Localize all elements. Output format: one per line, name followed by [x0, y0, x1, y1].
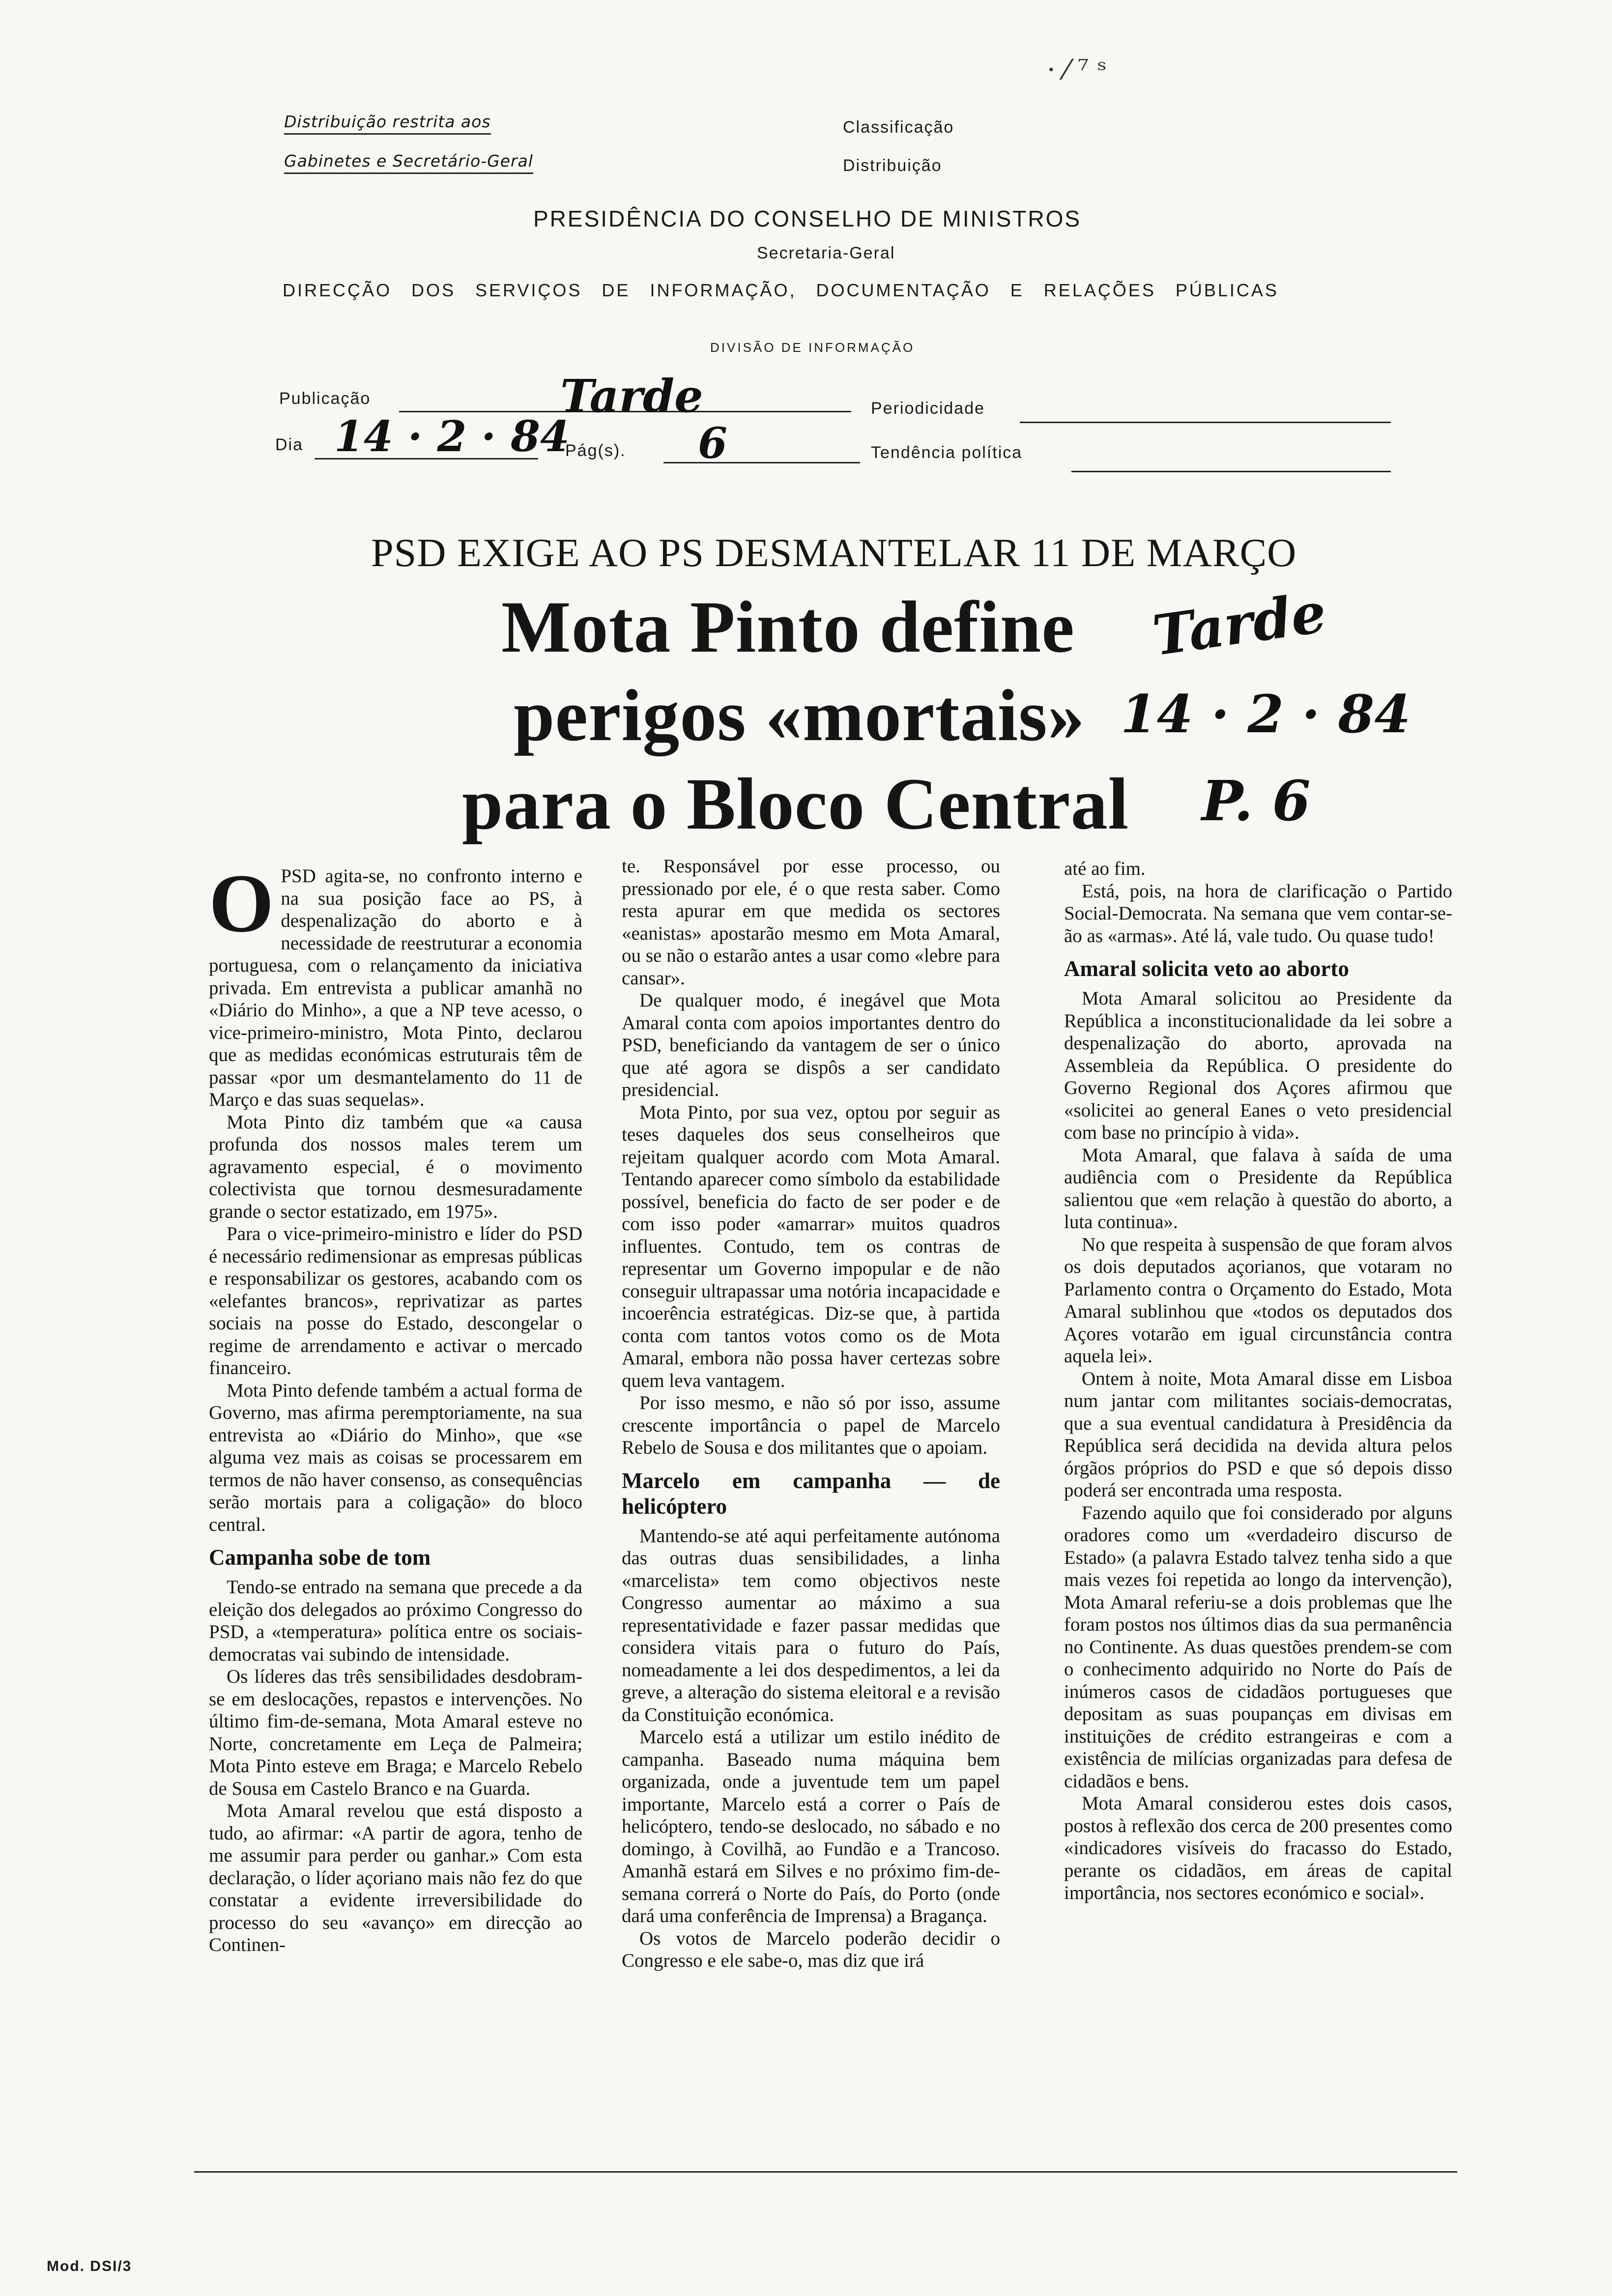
- col3-paragraph: Está, pois, na hora de clarificação o Partido Social-Democrata. Na semana que vem contar-se-ão as «armas». Até lá, vale tudo. Ou quase tudo!: [1064, 880, 1452, 947]
- day-label: Dia: [275, 435, 304, 454]
- annotation-page: P. 6: [1202, 769, 1311, 833]
- division: DIVISÃO DE INFORMAÇÃO: [710, 340, 915, 355]
- col2-paragraph: Marcelo está a utilizar um estilo inédito de campanha. Baseado numa máquina bem organizada, onde a juventude tem um papel importante, Marcelo está a correr o País de helicóptero, tendo-se deslocado, no sábado e no domingo, à Covilhã, ao Fundão e a Trancoso. Amanhã estará em Silves e no próximo fim-de-semana correrá o Norte do País, do Porto (onde dará uma conferência de Imprensa) a Bragança.: [622, 1726, 1000, 1926]
- col1-paragraph: Mota Pinto defende também a actual forma de Governo, mas afirma peremptoriamente, na sua entrevista ao «Diário do Minho», que «se alguma vez mais as coisas se processarem em termos de não haver consenso, as consequências serão mortais para a coligação» do bloco central.: [209, 1379, 582, 1535]
- periodicity-line: [1020, 422, 1391, 423]
- pages-label: Pág(s).: [565, 441, 626, 460]
- bottom-rule: [194, 2171, 1457, 2173]
- publication-label: Publicação: [279, 389, 371, 408]
- pages-handwritten: 6: [698, 419, 727, 468]
- col3-paragraph: No que respeita à suspensão de que foram alvos os dois deputados açorianos, que votaram no Parlamento contra o Orçamento do Estado, Mota Amaral sublinhou que «todos os deputados dos Açores votarão em igual circunstância contra aquela lei».: [1064, 1234, 1452, 1367]
- org-title: PRESIDÊNCIA DO CONSELHO DE MINISTROS: [533, 206, 1082, 231]
- col3-paragraph: Mota Amaral, que falava à saída de uma audiência com o Presidente da República salientou que «em relação à questão do aborto, a luta continua».: [1064, 1144, 1452, 1233]
- col1-paragraph: Os líderes das três sensibilidades desdobram-se em deslocações, repastos e intervenções. No último fim-de-semana, Mota Amaral esteve no Norte, concretamente em Leça de Palmeira; Mota Pinto esteve em Braga; e Marcelo Rebelo de Sousa em Castelo Branco e na Guarda.: [209, 1666, 582, 1799]
- col1-paragraph: Tendo-se entrado na semana que precede a da eleição dos delegados ao próximo Congresso do PSD, a «temperatura» política entre os sociais-democratas vai subindo de intensidade.: [209, 1577, 582, 1665]
- tendency-line: [1071, 471, 1391, 472]
- headline-line-2: perigos «mortais»: [514, 675, 1085, 756]
- col2-paragraph: Mantendo-se até aqui perfeitamente autónoma das outras duas sensibilidades, a linha «marcelista» tem como objectivos neste Congresso aumentar ao máximo a sua representatividade e fazer passar medidas que considera vitais para o futuro do País, nomeadamente a lei dos despedimentos, a lei da greve, a alteração do sistema eleitoral e a revisão da Constituição económica.: [622, 1525, 1000, 1725]
- classification-label: Classificação: [843, 118, 954, 137]
- day-handwritten: 14 · 2 · 84: [334, 412, 570, 461]
- col1-paragraph: Para o vice-primeiro-ministro e líder do PSD é necessário redimensionar as empresas públicas e responsabilizar os gestores, acabando com os «elefantes brancos», reprivatizar as partes sociais na posse do Estado, descongelar o regime de arrendamento e activar o mercado financeiro.: [209, 1223, 582, 1378]
- annotation-date: 14 · 2 · 84: [1121, 683, 1411, 745]
- col2-paragraph: te. Responsável por esse processo, ou pressionado por ele, é o que resta saber. Como resta apurar em que medida os sectores «eanistas» apostarão mesmo em Mota Amaral, ou se não o estarão antes a usar como «lebre para cansar».: [622, 856, 1000, 989]
- distribution-label: Distribuição: [843, 156, 942, 175]
- col2-paragraph: Mota Pinto, por sua vez, optou por seguir as teses daqueles dos seus conselheiros que rejeitam qualquer acordo com Mota Amaral. Tentando aparecer como símbolo da estabilidade possível, beneficia do facto de ser poder e de com isso poder «amarrar» muitos quadros influentes. Contudo, tem os contras de representar um Governo impopular e de não conseguir ultrapassar uma notória incapacidade e incoerência estratégicas. Diz-se que, à partida conta com tantos votos como os de Mota Amaral, embora não possa haver certezas sobre quem leva vantagem.: [622, 1101, 1000, 1391]
- headline-line-3: para o Bloco Central: [462, 763, 1129, 845]
- publication-handwritten: Tarde: [560, 370, 703, 423]
- col3-paragraph: Mota Amaral solicitou ao Presidente da República a inconstitucionalidade da lei sobre a despenalização do aborto, aprovada na Assembleia da República. O presidente do Governo Regional dos Açores afirmou que «solicitei ao general Eanes o veto presidencial com base no princípio à vida».: [1064, 988, 1452, 1143]
- article-column-1: [209, 865, 582, 2143]
- distribution-line-2: Gabinetes e Secretário-Geral: [284, 151, 533, 174]
- distribution-line-1: Distribuição restrita aos: [284, 112, 491, 135]
- col3-paragraph: até ao fim.: [1064, 858, 1146, 879]
- col3-paragraph: Mota Amaral considerou estes dois casos, postos à reflexão dos cerca de 200 presentes como «indicadores visíveis do fracasso do Estado, perante os cidadãos, em áreas de capital importância, nos sectores económico e social».: [1064, 1793, 1452, 1903]
- headline-line-1: Mota Pinto define: [501, 586, 1075, 668]
- subhead-campanha: Campanha sobe de tom: [209, 1545, 431, 1570]
- annotation-publication: Tarde: [1149, 580, 1330, 668]
- pages-line: [663, 462, 860, 463]
- article-column-2: [622, 855, 1000, 2152]
- article-column-3: [1064, 858, 1452, 2160]
- col3-paragraph: Fazendo aquilo que foi considerado por alguns oradores como um «verdadeiro discurso de Estado» (a palavra Estado talvez tenha sido a que mais vezes foi repetida ao longo da intervenção), Mota Amaral referiu-se a dois problemas que lhe foram postos nos últimos dias da sua permanência no Continente. As duas questões prendem-se com o conhecimento adquirido no Norte do País de inúmeros casos de cidadãos portugueses que depositam as suas poupanças em divisas em instituições de crédito estrangeiras e com a existência de milícias organizadas para defesa de cidadãos e bens.: [1064, 1502, 1452, 1792]
- subhead-marcelo: Marcelo em campanha — de helicóptero: [622, 1468, 1000, 1519]
- tendency-label: Tendência política: [871, 443, 1023, 462]
- periodicity-label: Periodicidade: [871, 399, 985, 418]
- col2-paragraph: Por isso mesmo, e não só por isso, assume crescente importância o papel de Marcelo Rebelo de Sousa e dos militantes que o apoiam.: [622, 1392, 1000, 1458]
- article-kicker: PSD EXIGE AO PS DESMANTELAR 11 DE MARÇO: [371, 530, 1297, 575]
- directorate: DIRECÇÃO DOS SERVIÇOS DE INFORMAÇÃO, DOCUMENTAÇÃO E RELAÇÕES PÚBLICAS: [283, 280, 1279, 300]
- org-subtitle: Secretaria-Geral: [757, 244, 895, 262]
- drop-cap: O: [209, 865, 274, 949]
- col1-paragraph: Mota Pinto diz também que «a causa profunda dos nossos males terem um agravamento especial, é o movimento colectivista que tornou desmesuradamente grande o sector estatizado, em 1975».: [209, 1111, 582, 1222]
- subhead-amaral: Amaral solicita veto ao aborto: [1064, 956, 1349, 981]
- col2-paragraph: De qualquer modo, é inegável que Mota Amaral conta com apoios importantes dentro do PSD, beneficiando da vantagem de ser o único que até agora se dispôs a ser candidato presidencial.: [622, 990, 1000, 1100]
- col1-paragraph: PSD agita-se, no confronto interno e na sua posição face ao PS, à despenalização do aborto e à necessidade de reestruturar a economia portuguesa, com o relançamento da iniciativa privada. Em entrevista a publicar amanhã no «Diário do Minho», a que a NP teve acesso, o vice-primeiro-ministro, Mota Pinto, declarou que as medidas económicas estruturais têm de passar «por um desmantelamento do 11 de Março e das suas sequelas».: [209, 865, 582, 1110]
- corner-scribble-mark: · ⁄ ⁷ ˢ: [1047, 54, 1107, 86]
- form-code: Mod. DSI/3: [47, 2258, 132, 2274]
- col2-paragraph: Os votos de Marcelo poderão decidir o Congresso e ele sabe-o, mas diz que irá: [622, 1927, 1000, 1971]
- col3-paragraph: Ontem à noite, Mota Amaral disse em Lisboa num jantar com militantes sociais-democratas, que a sua eventual candidatura à Presidência da República será decidida na devida altura pelos órgãos próprios do PSD e que só depois disso poderá ser encontrada uma resposta.: [1064, 1368, 1452, 1501]
- col1-paragraph: Mota Amaral revelou que está disposto a tudo, ao afirmar: «A partir de agora, tenho de me assumir para perder ou ganhar.» Com esta declaração, o líder açoriano mais não fez do que constatar a evidente irreversibilidade do processo do seu «avanço» em direcção ao Continen-: [209, 1800, 582, 1955]
